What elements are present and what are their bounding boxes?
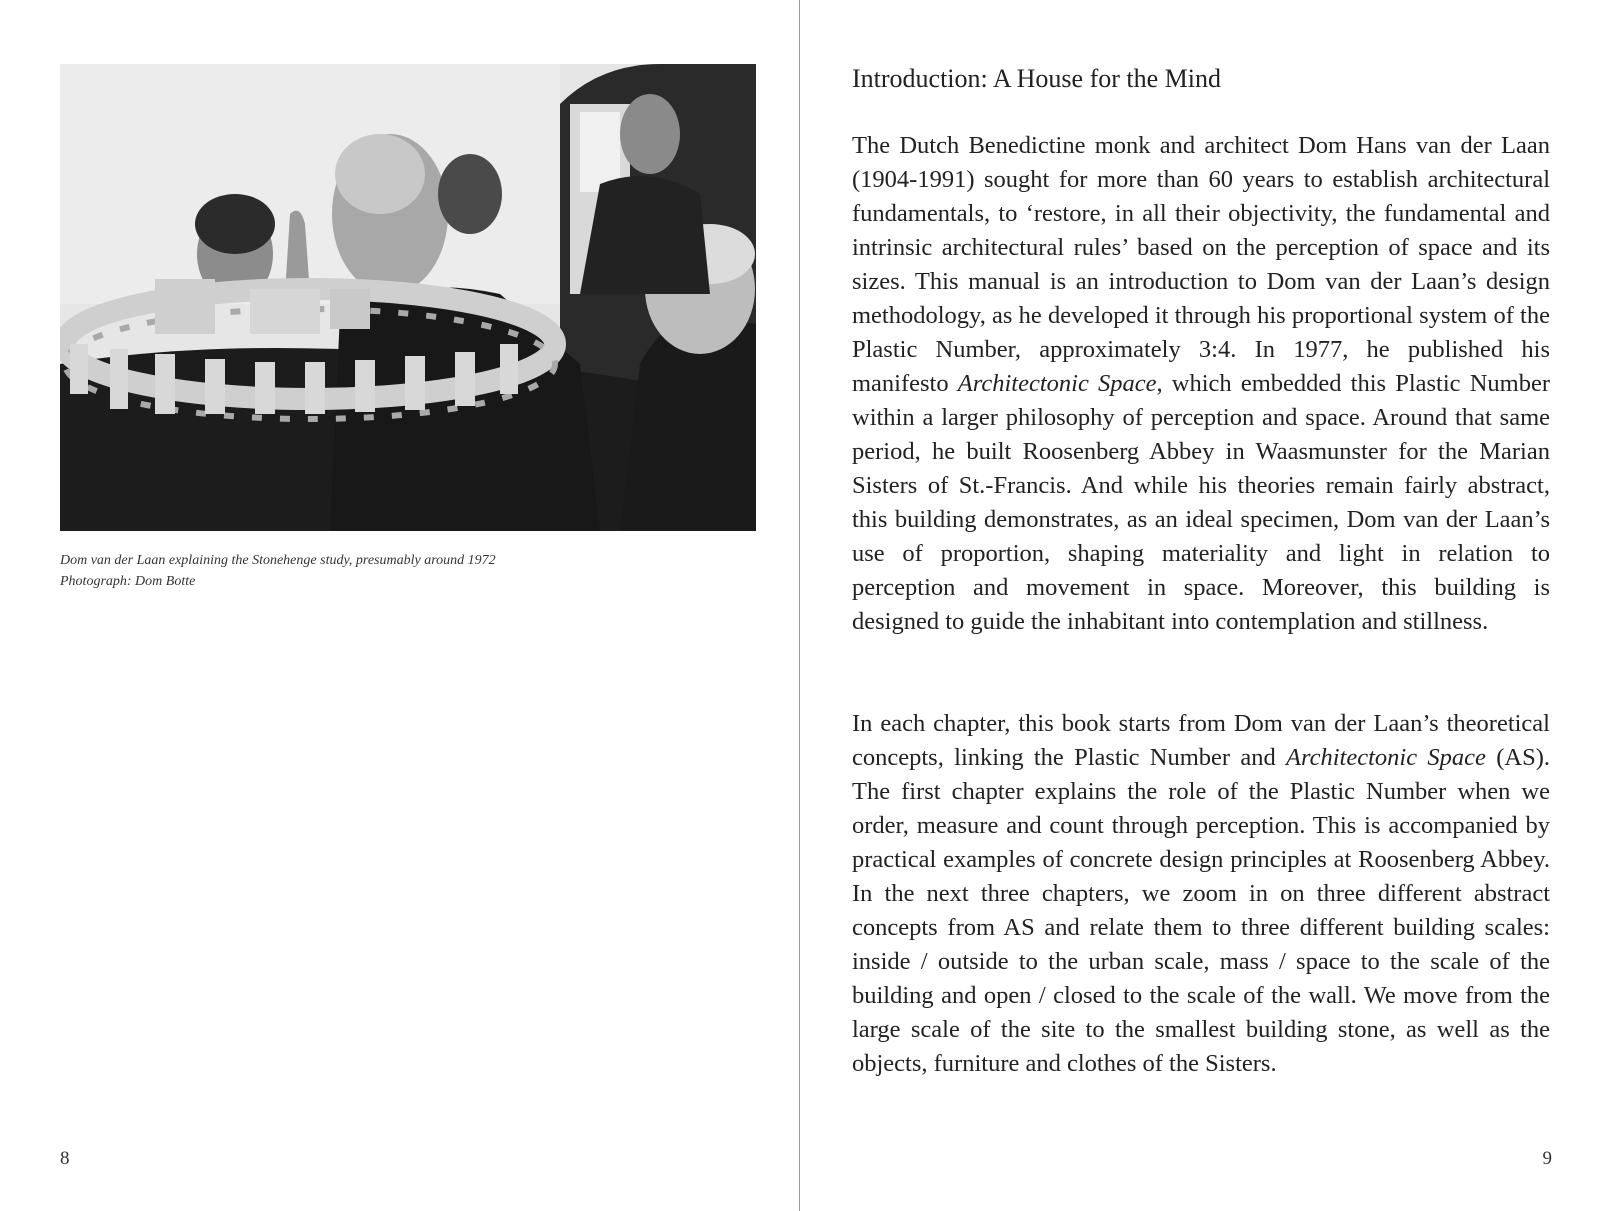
- p1-text-b: , which embedded this Plastic Number within a larger philosophy of perception and space. Around that same period, he built Roosenberg Abbey in Waasmunster for the Marian Sisters of St.-Francis. And while his theories remain fairly abstract, this building demonstrates, as an ideal specimen, Dom van der Laan’s use of proportion, shaping materiality and light in relation to perception and movement in space. Moreover, this building is designed to guide the inhabitant into contemplation and stillness.: [852, 370, 1550, 635]
- body-paragraph-1: [852, 129, 1550, 639]
- p1-book-title: Architectonic Space: [957, 370, 1157, 397]
- page-number-left: 8: [60, 1148, 70, 1169]
- page-number-right: 9: [1542, 1148, 1552, 1169]
- right-page: [802, 0, 1600, 1211]
- page-gutter: [799, 0, 800, 1211]
- p2-book-title: Architectonic Space: [1286, 744, 1486, 771]
- body-paragraph-2: [852, 707, 1550, 1081]
- p2-text-a: In each chapter, this book starts from Dom van der Laan’s theoretical concepts, linking the Plastic Number and: [852, 710, 1550, 771]
- p2-text-b: (AS). The first chapter explains the role of the Plastic Number when we order, measure and count through perception. This is accompanied by practical examples of concrete design principles at Roosenberg Abbey. In the next three chapters, we zoom in on three different abstract concepts from AS and relate them to three different building scales: inside / outside to the urban scale, mass / space to the scale of the building and open / closed to the scale of the wall. We move from the large scale of the site to the smallest building stone, as well as the objects, furniture and clothes of the Sisters.: [852, 744, 1550, 1077]
- stonehenge-study-photo: [60, 64, 756, 531]
- p1-text-a: The Dutch Benedictine monk and architect Dom Hans van der Laan (1904-1991) sought for more than 60 years to establish architectural fundamentals, to ‘restore, in all their objectivity, the fundamental and intrinsic architectural rules’ based on the perception of space and its sizes. This manual is an introduction to Dom van der Laan’s design methodology, as he developed it through his proportional system of the Plastic Number, approximately 3:4. In 1977, he published his manifesto: [852, 132, 1550, 397]
- caption-line-credit: Photograph: Dom Botte: [60, 574, 196, 589]
- photo-caption: [60, 550, 700, 592]
- caption-line-description: Dom van der Laan explaining the Stonehenge study, presumably around 1972: [60, 553, 496, 568]
- chapter-title: Introduction: A House for the Mind: [852, 64, 1222, 93]
